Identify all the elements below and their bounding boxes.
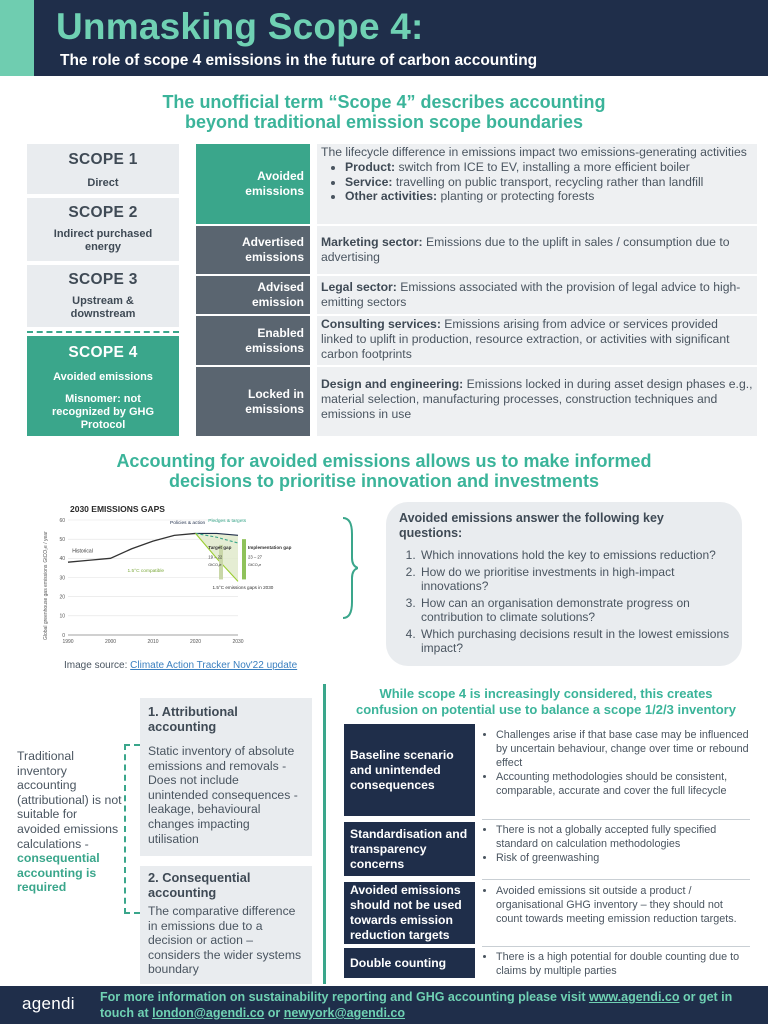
page-title: Unmasking Scope 4: [56,6,424,47]
chart-y-tick-label: 0 [62,632,65,639]
vertical-divider [323,684,326,984]
scope3-desc-line1: Upstream & [72,295,134,307]
chart-y-tick-label: 60 [59,517,65,524]
newyork-email-link[interactable]: newyork@agendi.co [283,1006,405,1020]
chart-y-axis-label-text: Global greenhouse gas emissions [43,564,49,640]
row-text-avoided [317,144,757,224]
list-item: • There is a high potential for double counting due to claims by multiple parties [496,950,750,978]
issues-title-line1: While scope 4 is increasingly considered, this creates [379,686,713,701]
chart-label-compatible: 1.5°C compatible [127,568,165,574]
row-label-avoided [196,144,310,224]
agendi-logo: agendi [22,994,75,1013]
chart-y-tick-label: 10 [59,613,65,620]
scope4-name: SCOPE 4 [68,344,138,361]
scope4-note-line2: recognized by GHG [51,406,155,418]
issue-separator [482,879,750,880]
chart-y-tick-label: 40 [59,556,65,563]
chart-y-ticks [59,518,65,639]
list-item: 3. How can an organisation demonstrate progress on contribution to climate solutions? [419,596,737,625]
avoided-examples-list [321,160,753,204]
section2-title-line1: Accounting for avoided emissions allows us to make informed [116,451,652,471]
chart-x-tick-label: 2020 [189,639,202,645]
chart-target-gap-label: Target gap [208,544,232,550]
traditional-accounting-text: Traditional inventory accounting (attributional) is not suitable for avoided emissions calculations - [17,749,122,851]
list-item: • Other activities: planting or protecting forests [345,189,753,204]
consequential-title-line2: accounting [148,885,217,900]
row-label-locked-in-line1: Locked in [247,386,304,401]
footer-text-part2: or get in touch at [100,990,733,1020]
chart-x-ticks [62,639,243,645]
list-item: 2. How do we prioritise investments in high-impact innovations? [419,565,737,594]
footer-contact-text [100,989,760,1021]
questions-list [399,548,737,656]
chart-title: 2030 EMISSIONS GAPS [70,504,165,514]
issue-label-targets: Avoided emissions should not be used towards emission reduction targets [344,882,475,944]
scope4-desc: Avoided emissions [53,371,153,383]
list-item: • Risk of greenwashing [496,851,750,865]
questions-title [399,511,729,541]
header-accent-stripe [0,0,34,76]
attributional-desc: Static inventory of absolute emissions and removals - Does not include unintended consequences - leakage, behavioural changes impacting utilisation [148,744,298,846]
chart-label-policies: Policies & action [170,520,206,526]
row-label-advertised [196,226,310,274]
list-item: • Challenges arise if that base case may be influenced by uncertain behaviour, change over time or rebound effect [496,728,750,770]
chart-label-pledges: Pledges & targets [208,518,247,524]
image-source-label: Image source: [64,660,131,671]
chart-x-tick-label: 2030 [232,639,244,645]
row-label-enabled-line1: Enabled [257,325,304,340]
chart-impl-gap-unit: GtCO₂e [248,563,262,567]
scope4-note-line3: Protocol [80,419,126,431]
list-item: 4. Which purchasing decisions result in the lowest emissions impact? [419,627,737,656]
row-label-advertised-line1: Advertised [241,235,304,249]
chart-y-tick-label: 30 [59,575,65,582]
scope4-note-line1: Misnomer: not [65,393,141,405]
bracket-tick-bottom [124,912,140,914]
scope3-desc-line2: downstream [70,308,136,320]
issue-separator [482,819,750,820]
chart-y-tick-label: 50 [59,536,65,543]
issue-text-double-counting [482,950,750,978]
image-source-caption [64,660,297,671]
row-label-advised-line1: Advised [257,280,304,294]
london-email-link[interactable]: london@agendi.co [152,1006,265,1020]
footer-text-part1: For more information on sustainability reporting and GHG accounting please visit [100,990,589,1004]
image-source-link[interactable]: Climate Action Tracker Nov'22 update [130,660,298,671]
chart-label-historical: Historical [72,548,93,555]
row-label-advised-line2: emission [251,295,304,309]
chart-y-axis-unit: GtCO₂e / year [43,531,49,563]
curly-brace-icon [343,518,358,618]
questions-title-line1: Avoided emissions answer the following key [399,511,664,525]
row-label-enabled-line2: emissions [245,340,304,355]
scope1-desc: Direct [87,177,119,189]
row-label-locked-in-line2: emissions [245,401,304,416]
scope1-box [27,144,179,194]
bracket-tick-top [124,744,140,746]
chart-y-tick-label: 20 [59,594,65,601]
row-text-avoided-intro: The lifecycle difference in emissions impact two emissions-generating activities [321,145,747,159]
issue-label-baseline: Baseline scenario and unintended consequences [344,724,475,816]
scope3-box [27,265,179,327]
row-text-advertised: Marketing sector: Emissions due to the uplift in sales / consumption due to advertising [317,226,757,274]
issue-label-double-counting: Double counting [344,948,475,978]
questions-list-wrap [399,548,737,658]
list-item: 1. Which innovations hold the key to emissions reduction? [419,548,737,563]
chart-impl-gap-range: 23 – 27 [248,554,262,560]
attributional-title-line1: 1. Attributional [148,704,238,719]
section1-title-line1: The unofficial term “Scope 4” describes accounting [162,92,606,112]
section2-title-line2: decisions to prioritise innovation and investments [168,471,600,491]
issues-title [330,686,762,718]
section1-title-line2: beyond traditional emission scope boundaries [184,112,584,132]
attributional-title-line2: accounting [148,719,217,734]
row-label-avoided-line1: Avoided [257,169,304,183]
issues-title-line2: confusion on potential use to balance a scope 1/2/3 inventory [356,702,736,717]
chart-annotations [72,518,291,590]
scope3-name: SCOPE 3 [68,271,138,288]
traditional-accounting-note [17,749,123,895]
list-item: • Accounting methodologies should be consistent, comparable, accurate and cover the full lifecycle [496,770,750,798]
scope4-box [27,336,179,436]
consequential-accounting-box [140,866,312,984]
section1-title [60,92,708,132]
footer-text-part3: or [264,1006,284,1020]
chart-impl-gap-label: Implementation gap [248,544,292,550]
scope2-name: SCOPE 2 [68,204,138,221]
row-label-enabled [196,316,310,365]
issue-label-standardisation: Standardisation and transparency concerns [344,822,475,876]
chart-y-axis-label [43,531,49,640]
list-item: • There is not a globally accepted fully specified standard on calculation methodologies [496,823,750,851]
issue-separator [482,946,750,947]
chart-target-gap-range: 19 – 22 [208,554,223,560]
issue-text-standardisation [482,823,750,865]
row-label-locked-in [196,367,310,436]
issue-text-targets [482,884,750,926]
chart-target-gap-unit: GtCO₂e [208,563,222,567]
scope2-desc-line1: Indirect purchased [53,228,153,240]
row-text-locked-in: Design and engineering: Emissions locked in during asset design phases e.g., material selection, manufacturing processes, construction techniques and emissions in use [317,367,757,436]
consequential-title-line1: 2. Consequential [148,870,251,885]
section2-title [44,451,724,491]
row-text-enabled: Consulting services: Emissions arising from advice or services provided linked to uplift in production, resource extraction, or activities with significant carbon footprints [317,316,757,365]
scope1-name: SCOPE 1 [68,151,138,168]
list-item: • Product: switch from ICE to EV, installing a more efficient boiler [345,160,753,175]
emissions-gaps-chart [38,500,358,650]
chart-x-tick-label: 1990 [62,639,74,645]
row-label-avoided-line2: emissions [245,184,304,198]
list-item: • Service: travelling on public transport, recycling rather than landfill [345,175,753,190]
issue-text-baseline [482,728,750,798]
website-link[interactable]: www.agendi.co [588,990,680,1004]
chart-gaps-2030-label: 1.5°C emissions gaps in 2030 [212,585,274,590]
scope2-desc-line2: energy [84,241,122,253]
chart-x-tick-label: 2010 [147,639,159,645]
page-subtitle: The role of scope 4 emissions in the future of carbon accounting [60,52,538,69]
attributional-accounting-box [140,698,312,856]
questions-title-line2: questions: [399,526,463,540]
consequential-desc: The comparative difference in emissions due to a decision or action – considers the wider systems boundary [148,904,302,977]
chart-x-tick-label: 2000 [104,639,117,645]
scope2-box [27,198,179,261]
row-text-advised: Legal sector: Emissions associated with the provision of legal advice to high-emitting sectors [317,276,757,314]
traditional-accounting-emphasis: consequential accounting is required [17,851,100,895]
row-label-advertised-line2: emissions [245,250,304,264]
row-label-advised [196,276,310,314]
chart-impl-gap-bar [242,539,246,579]
scope-divider-dashed [27,331,179,333]
dashed-bracket [124,744,140,914]
list-item: • Avoided emissions sit outside a product / organisational GHG inventory – they should not count towards meeting emission reduction targets. [496,884,750,926]
